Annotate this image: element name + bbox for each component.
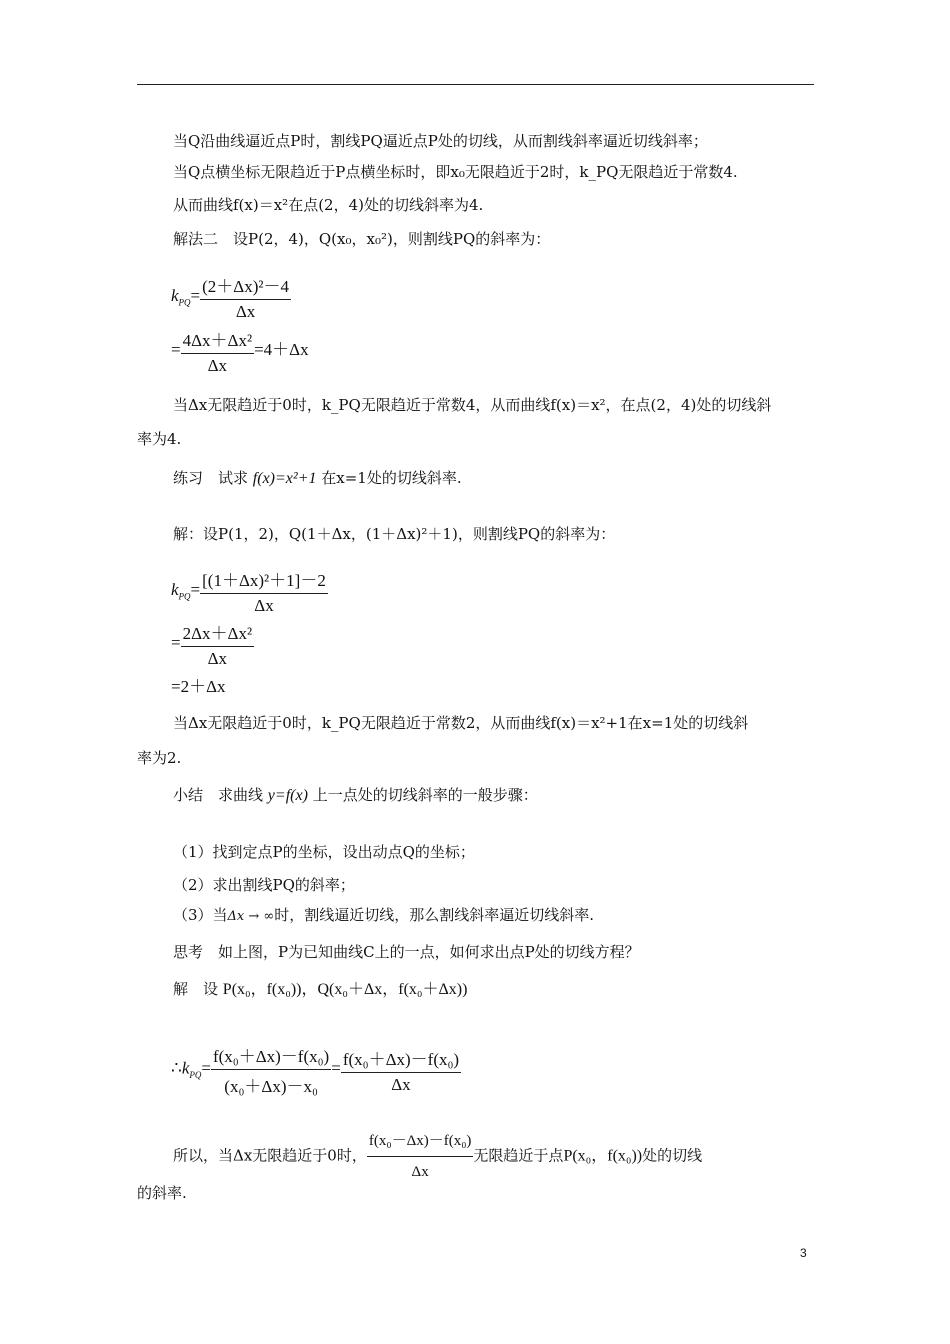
text-line-5: 当Δx无限趋近于0时，k_PQ无限趋近于常数4，从而曲线f(x)＝x²，在点(2，4)处的切线斜 — [173, 396, 772, 414]
step-2: （2）求出割线PQ的斜率； — [173, 876, 355, 894]
text-line-1: 当Q沿曲线逼近点P时，割线PQ逼近点P处的切线，从而割线斜率逼近切线斜率； — [173, 132, 708, 150]
equals-sign: = — [190, 285, 201, 305]
fraction-3 — [200, 566, 328, 616]
fraction-1 — [200, 272, 291, 322]
fraction-8-numerator: f(x₀－Δx)－f(x₀) — [367, 1128, 474, 1157]
fraction-7-numerator: f(x₀＋Δx)－f(x₀) — [341, 1045, 461, 1073]
fraction-8 — [367, 1128, 474, 1185]
fraction-8-denominator: Δx — [411, 1164, 429, 1180]
fraction-6-numerator: f(x₀＋Δx)－f(x₀) — [211, 1042, 331, 1070]
text-line-4: 解法二 设P(2，4)，Q(x₀，x₀²)，则割线PQ的斜率为： — [173, 230, 551, 248]
page-number: 3 — [800, 1246, 807, 1260]
conclusion-line — [137, 1128, 850, 1185]
fraction-1-denominator: Δx — [235, 302, 256, 321]
text-line-18: 的斜率. — [137, 1184, 187, 1202]
summary-function: y=f(x) — [267, 787, 308, 804]
k-symbol: k — [181, 1058, 190, 1078]
formula-result-2: =2＋Δx — [171, 677, 226, 696]
think-line: 思考 如上图，P为已知曲线C上的一点，如何求出点P处的切线方程？ — [173, 943, 640, 961]
conclusion-mid: 无限趋近于点 — [473, 1146, 564, 1165]
fraction-4-denominator: Δx — [207, 649, 228, 668]
fraction-3-numerator: [(1＋Δx)²＋1]－2 — [200, 566, 328, 594]
text-line-9: 当Δx无限趋近于0时，k_PQ无限趋近于常数2，从而曲线f(x)＝x²+1在x=1处的切线斜 — [173, 714, 749, 732]
fraction-2 — [181, 326, 254, 376]
k-symbol: k — [171, 579, 179, 599]
step-3-rest: 时，割线逼近切线，那么割线斜率逼近切线斜率. — [274, 906, 595, 924]
conclusion-end: 处的切线 — [642, 1146, 703, 1165]
equals-sign: = — [171, 632, 181, 652]
pq-subscript: PQ — [178, 297, 191, 308]
fraction-4-numerator: 2Δx＋Δx² — [181, 619, 254, 647]
formula-kpq-3 — [171, 1042, 461, 1097]
pq-subscript: PQ — [178, 591, 191, 602]
equals-sign: = — [201, 1058, 211, 1078]
fraction-7-denominator: Δx — [391, 1074, 411, 1094]
text-line-6: 率为4. — [137, 430, 182, 448]
text-line-8: 解：设P(1，2)，Q(1＋Δx，(1＋Δx)²＋1)，则割线PQ的斜率为： — [173, 525, 616, 543]
delta-to-infinity: Δx → ∞ — [227, 909, 275, 924]
solution-label: 解 设 — [173, 980, 219, 998]
step-1: （1）找到定点P的坐标，设出动点Q的坐标； — [173, 843, 475, 861]
exercise-function: f(x)=x²+1 — [252, 470, 317, 487]
text-line-10: 率为2. — [137, 749, 182, 767]
equals-sign: = — [331, 1058, 341, 1078]
step-3-start: （3）当 — [173, 906, 228, 924]
exercise-rest: 在x=1处的切线斜率. — [321, 469, 462, 487]
formula-2-tail: =4＋Δx — [254, 339, 309, 359]
k-symbol: k — [171, 285, 179, 305]
fraction-4 — [181, 619, 254, 669]
fraction-2-numerator: 4Δx＋Δx² — [181, 326, 254, 354]
points-pq: P(x₀，f(x₀))，Q(x₀＋Δx，f(x₀＋Δx)) — [222, 981, 468, 998]
point-p: P(x₀，f(x₀)) — [563, 1147, 643, 1165]
step-3 — [137, 905, 850, 927]
formula-kpq-2 — [171, 566, 328, 616]
formula-kpq-1 — [171, 272, 291, 322]
conclusion-start: 所以，当Δx无限趋近于0时， — [173, 1146, 367, 1165]
fraction-6 — [211, 1042, 331, 1097]
fraction-6-denominator: (x₀＋Δx)－x₀ — [224, 1077, 318, 1096]
equals-sign: = — [171, 339, 181, 359]
fraction-7 — [341, 1045, 461, 1095]
fraction-2-denominator: Δx — [207, 356, 228, 375]
formula-step-2 — [171, 326, 309, 376]
exercise-line — [137, 468, 850, 489]
formula-step-4 — [171, 619, 254, 669]
pq-subscript: PQ — [189, 1069, 202, 1080]
text-line-2: 当Q点横坐标无限趋近于P点横坐标时，即x₀无限趋近于2时，k_PQ无限趋近于常数4. — [173, 163, 738, 181]
therefore-symbol: ∴ — [171, 1058, 182, 1078]
exercise-label: 练习 试求 — [173, 469, 249, 487]
solution-line — [137, 979, 850, 1000]
header-rule — [137, 84, 814, 85]
summary-rest: 上一点处的切线斜率的一般步骤： — [312, 786, 538, 804]
fraction-1-numerator: (2＋Δx)²－4 — [200, 272, 291, 300]
summary-label: 小结 求曲线 — [173, 786, 264, 804]
equals-sign: = — [190, 579, 201, 599]
fraction-3-denominator: Δx — [254, 596, 274, 615]
text-line-3: 从而曲线f(x)＝x²在点(2，4)处的切线斜率为4. — [173, 196, 484, 214]
summary-line — [137, 785, 850, 806]
